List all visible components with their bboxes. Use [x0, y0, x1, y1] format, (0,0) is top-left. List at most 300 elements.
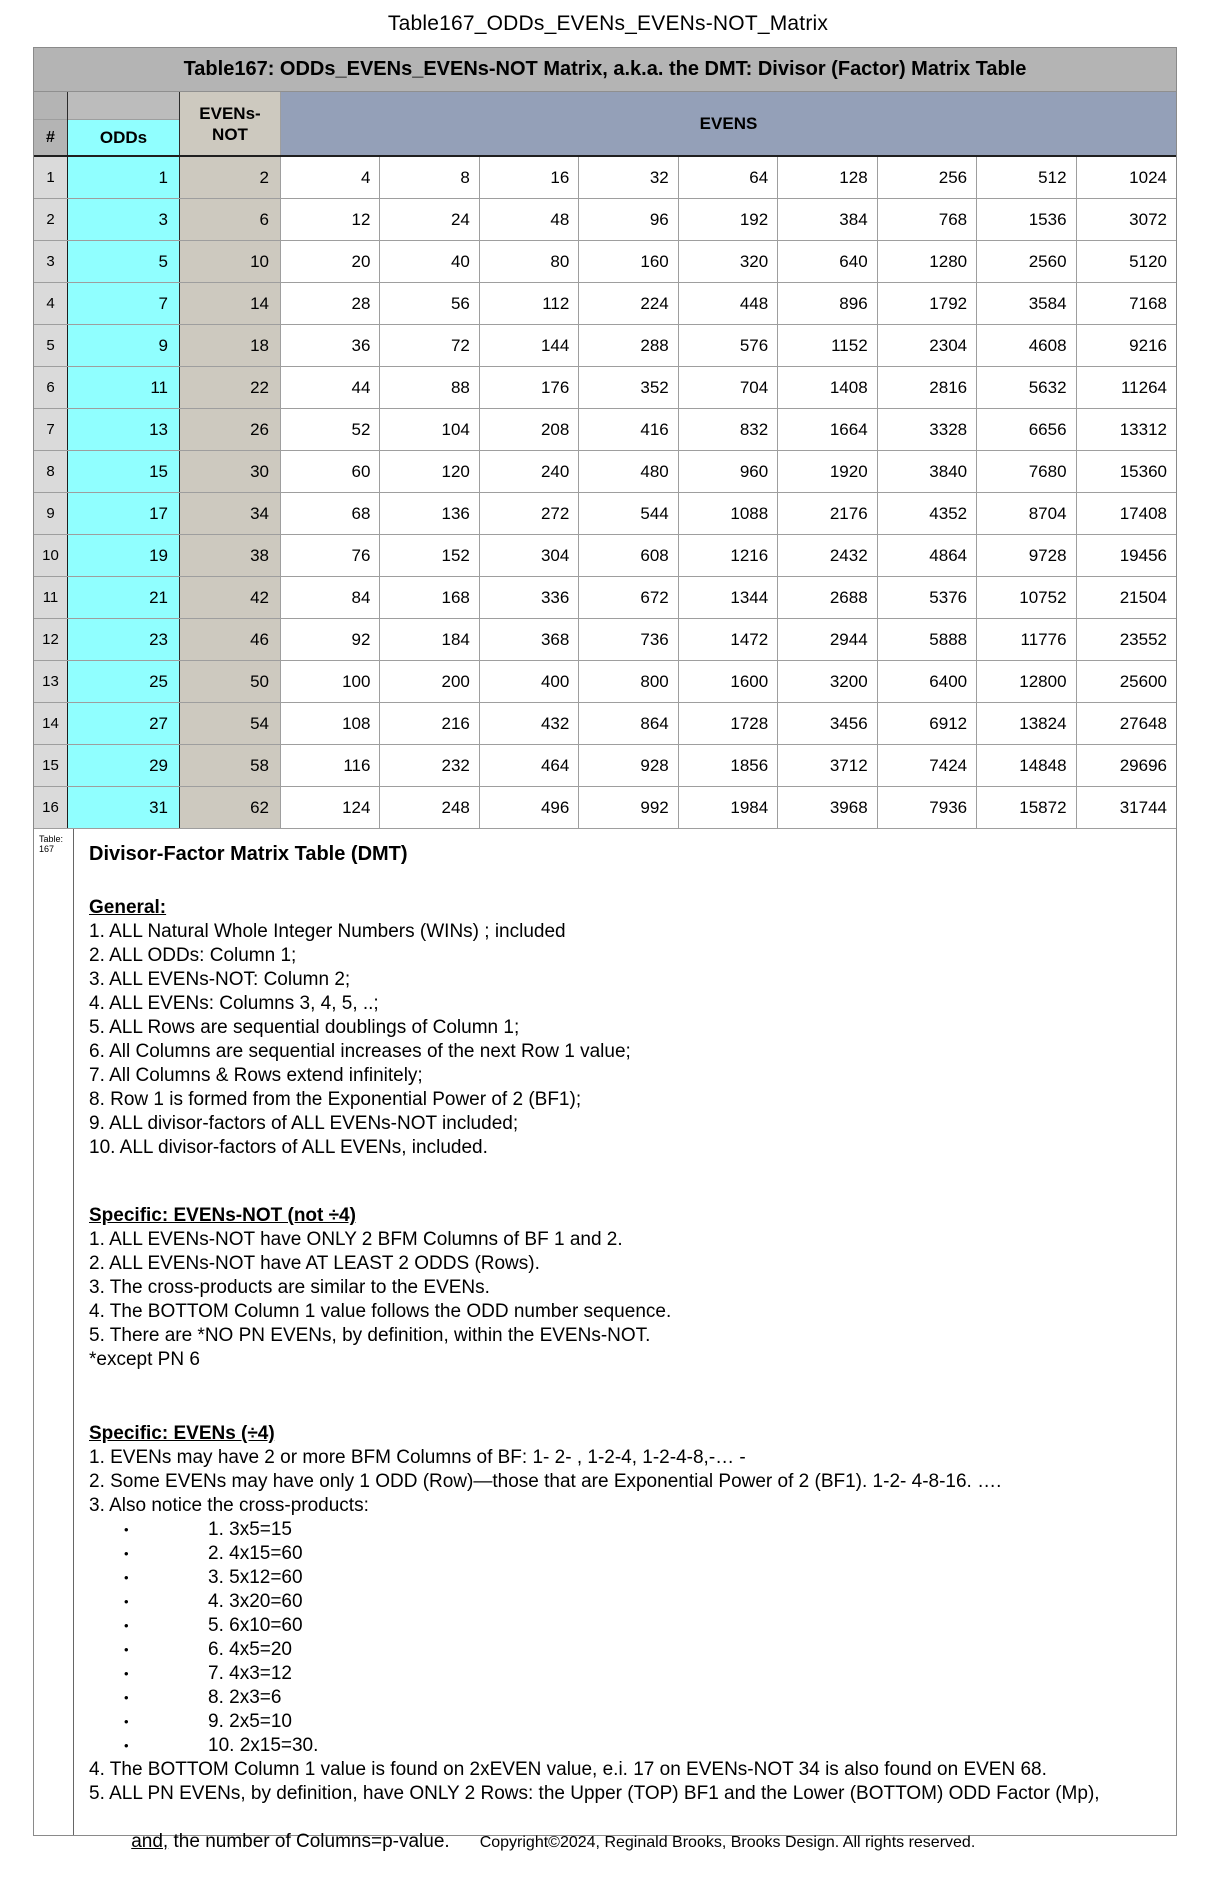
evens-cell: 5632	[977, 367, 1076, 408]
evens-cells	[281, 703, 1176, 744]
evens-cell: 4	[281, 157, 380, 198]
evens-cell: 608	[579, 535, 678, 576]
page-title: Table167_ODDs_EVENs_EVENs-NOT_Matrix	[387, 12, 829, 35]
copyright-text: Copyright©2024, Reginald Brooks, Brooks Design. All rights reserved.	[479, 1834, 976, 1851]
evens-cells	[281, 451, 1176, 492]
row-number-cell: 13	[34, 661, 68, 702]
table-row	[34, 283, 1176, 325]
evens-cell: 480	[579, 451, 678, 492]
row-number-cell: 10	[34, 535, 68, 576]
evens-cell: 124	[281, 787, 380, 828]
evens-cell: 1856	[679, 745, 778, 786]
evens-cell: 1408	[778, 367, 877, 408]
evens-cell: 928	[579, 745, 678, 786]
odds-cell: 25	[68, 661, 180, 702]
row-number-cell: 15	[34, 745, 68, 786]
odds-cell: 31	[68, 787, 180, 828]
cross-product-text: 7. 4x3=12	[208, 1663, 292, 1684]
evens-cell: 208	[480, 409, 579, 450]
evens-cell: 832	[679, 409, 778, 450]
row-number-cell: 3	[34, 241, 68, 282]
evens-cell: 128	[778, 157, 877, 198]
evens-cell: 11264	[1120, 377, 1167, 397]
evens-cell: 2432	[778, 535, 877, 576]
evens-cell: 28	[281, 283, 380, 324]
cross-products-list	[89, 1518, 1154, 1758]
odds-cell: 23	[68, 619, 180, 660]
evens-cell: 12	[281, 199, 380, 240]
odds-cell: 21	[68, 577, 180, 618]
evens-cell: 27648	[1119, 713, 1167, 733]
evens-cell: 72	[380, 325, 479, 366]
cross-product-text: 5. 6x10=60	[208, 1615, 303, 1636]
evens-cell: 544	[579, 493, 678, 534]
evens-cell: 768	[878, 199, 977, 240]
row-number-cell: 16	[34, 787, 68, 828]
evens-cells	[281, 619, 1176, 660]
table-row	[34, 157, 1176, 199]
evens-cell: 320	[679, 241, 778, 282]
evens-cell: 512	[977, 157, 1076, 198]
odds-cell: 13	[68, 409, 180, 450]
note-line: 4. ALL EVENs: Columns 3, 4, 5, ..;	[89, 993, 379, 1014]
final-line	[89, 1806, 1154, 1879]
evens-cells	[281, 535, 1176, 576]
general-items	[89, 920, 1154, 1160]
evens-not-cell: 42	[180, 577, 281, 618]
odds-cell: 15	[68, 451, 180, 492]
table-row	[34, 535, 1176, 577]
evens-cells	[281, 745, 1176, 786]
table-row	[34, 199, 1176, 241]
notes-heading: Divisor-Factor Matrix Table (DMT)	[89, 843, 408, 865]
note-line: 10. ALL divisor-factors of ALL EVENs, included.	[89, 1137, 488, 1158]
bullet-icon: •	[124, 1738, 129, 1753]
evens-cell: 5120	[1129, 251, 1167, 271]
evens-cell: 7680	[977, 451, 1076, 492]
evens-cell: 1792	[878, 283, 977, 324]
note-line: 1. ALL Natural Whole Integer Numbers (WINs) ; included	[89, 921, 566, 942]
evens-cell: 21504	[1119, 587, 1167, 607]
evens-cell: 24	[380, 199, 479, 240]
evens-cell: 88	[380, 367, 479, 408]
cross-product-item	[89, 1542, 1154, 1566]
evens-cell: 736	[579, 619, 678, 660]
evens-cell: 56	[380, 283, 479, 324]
table-row	[34, 703, 1176, 745]
evens-not-cell: 10	[180, 241, 281, 282]
evens-cell: 432	[480, 703, 579, 744]
evens-cell: 3712	[778, 745, 877, 786]
note-line: 7. All Columns & Rows extend infinitely;	[89, 1065, 423, 1086]
cross-product-text: 1. 3x5=15	[208, 1519, 292, 1540]
evens-not-items	[89, 1228, 1154, 1348]
evens-not-section-title: Specific: EVENs-NOT (not ÷4)	[89, 1205, 356, 1226]
final-line-rest: the number of Columns=p-value.	[168, 1831, 450, 1852]
evens-cells	[281, 577, 1176, 618]
note-line: 5. ALL Rows are sequential doublings of Column 1;	[89, 1017, 520, 1038]
table-row	[34, 661, 1176, 703]
evens-cells	[281, 787, 1176, 828]
evens-cell: 4864	[878, 535, 977, 576]
evens-items-after	[89, 1758, 1154, 1806]
table-row	[34, 619, 1176, 661]
evens-cell: 68	[281, 493, 380, 534]
evens-cell: 120	[380, 451, 479, 492]
note-line: 3. The cross-products are similar to the EVENs.	[89, 1277, 490, 1298]
evens-cell: 36	[281, 325, 380, 366]
header-evens-not-line1: EVENs-	[199, 103, 261, 123]
evens-not-cell: 34	[180, 493, 281, 534]
cross-product-text: 3. 5x12=60	[208, 1567, 303, 1588]
evens-cell: 92	[281, 619, 380, 660]
header-odds-label: ODDs	[68, 120, 179, 155]
evens-cell: 368	[480, 619, 579, 660]
table-row	[34, 787, 1176, 829]
evens-cell: 16	[480, 157, 579, 198]
evens-cells	[281, 409, 1176, 450]
evens-cell: 84	[281, 577, 380, 618]
odds-cell: 27	[68, 703, 180, 744]
bullet-icon: •	[124, 1570, 129, 1585]
row-number-cell: 6	[34, 367, 68, 408]
evens-cells	[281, 157, 1176, 198]
evens-cell: 272	[480, 493, 579, 534]
evens-cell: 1024	[1129, 167, 1167, 187]
evens-not-cell: 62	[180, 787, 281, 828]
evens-cell: 3584	[977, 283, 1076, 324]
evens-cell: 1344	[679, 577, 778, 618]
evens-cell: 640	[778, 241, 877, 282]
and-underlined: and,	[131, 1831, 169, 1852]
odds-cell: 19	[68, 535, 180, 576]
evens-cell: 464	[480, 745, 579, 786]
evens-cell: 8704	[977, 493, 1076, 534]
header-evens-label: EVENS	[281, 92, 1176, 155]
evens-not-cell: 46	[180, 619, 281, 660]
evens-cell: 5888	[878, 619, 977, 660]
evens-cell: 152	[380, 535, 479, 576]
table-row	[34, 577, 1176, 619]
table-title: Table167: ODDs_EVENs_EVENs-NOT Matrix, a.k.a. the DMT: Divisor (Factor) Matrix Table	[34, 48, 1176, 92]
evens-cell: 3968	[778, 787, 877, 828]
table-row	[34, 241, 1176, 283]
evens-not-cell: 14	[180, 283, 281, 324]
evens-cell: 9216	[1129, 335, 1167, 355]
evens-cell: 5376	[878, 577, 977, 618]
cross-product-item	[89, 1734, 1154, 1758]
evens-cell: 116	[281, 745, 380, 786]
evens-cell: 12800	[977, 661, 1076, 702]
evens-cells	[281, 199, 1176, 240]
row-number-cell: 4	[34, 283, 68, 324]
notes-row	[34, 829, 1176, 1852]
evens-cell: 48	[480, 199, 579, 240]
evens-cell: 1920	[778, 451, 877, 492]
note-line: 1. ALL EVENs-NOT have ONLY 2 BFM Columns of BF 1 and 2.	[89, 1229, 623, 1250]
evens-items-before	[89, 1446, 1154, 1518]
evens-cell: 108	[281, 703, 380, 744]
table-row	[34, 409, 1176, 451]
evens-cell: 15360	[1119, 461, 1167, 481]
odds-cell: 17	[68, 493, 180, 534]
evens-not-footnote: *except PN 6	[89, 1349, 200, 1370]
table-header-row	[34, 92, 1176, 155]
notes-corner-label	[34, 829, 74, 1835]
cross-product-text: 6. 4x5=20	[208, 1639, 292, 1660]
evens-cell: 80	[480, 241, 579, 282]
evens-cell: 200	[380, 661, 479, 702]
evens-cell: 32	[579, 157, 678, 198]
evens-cell: 1280	[878, 241, 977, 282]
note-line: 1. EVENs may have 2 or more BFM Columns of BF: 1- 2- , 1-2-4, 1-2-4-8,-… -	[89, 1447, 746, 1468]
evens-cell: 288	[579, 325, 678, 366]
evens-cell: 13312	[1119, 419, 1167, 439]
evens-cell: 184	[380, 619, 479, 660]
evens-cell: 2560	[977, 241, 1076, 282]
note-line: 2. ALL ODDs: Column 1;	[89, 945, 297, 966]
evens-cells	[281, 283, 1176, 324]
note-line: 4. The BOTTOM Column 1 value follows the ODD number sequence.	[89, 1301, 672, 1322]
evens-cell: 8	[380, 157, 479, 198]
evens-cell: 352	[579, 367, 678, 408]
row-number-cell: 8	[34, 451, 68, 492]
notes-corner-line1: Table:	[39, 834, 64, 844]
row-number-cell: 12	[34, 619, 68, 660]
evens-cells	[281, 325, 1176, 366]
evens-cell: 14848	[977, 745, 1076, 786]
evens-cell: 216	[380, 703, 479, 744]
evens-cell: 7168	[1129, 293, 1167, 313]
cross-product-item	[89, 1590, 1154, 1614]
header-num-column	[34, 92, 68, 155]
note-line: 4. The BOTTOM Column 1 value is found on 2xEVEN value, e.i. 17 on EVENs-NOT 34 is also found on EVEN 68.	[89, 1759, 1047, 1780]
evens-cell: 3840	[878, 451, 977, 492]
evens-cell: 29696	[1119, 755, 1167, 775]
dmt-table	[33, 47, 1177, 1852]
evens-cell: 6656	[977, 409, 1076, 450]
evens-cell: 76	[281, 535, 380, 576]
evens-cell: 256	[878, 157, 977, 198]
bullet-icon: •	[124, 1690, 129, 1705]
evens-cells	[281, 367, 1176, 408]
evens-cell: 1152	[778, 325, 877, 366]
evens-cell: 704	[679, 367, 778, 408]
bullet-icon: •	[124, 1618, 129, 1633]
evens-cell: 304	[480, 535, 579, 576]
bullet-icon: •	[124, 1666, 129, 1681]
note-line: 9. ALL divisor-factors of ALL EVENs-NOT included;	[89, 1113, 519, 1134]
evens-not-cell: 6	[180, 199, 281, 240]
evens-cell: 336	[480, 577, 579, 618]
bullet-icon: •	[124, 1594, 129, 1609]
evens-cell: 4352	[878, 493, 977, 534]
cross-product-item	[89, 1614, 1154, 1638]
row-number-cell: 5	[34, 325, 68, 366]
evens-cell: 136	[380, 493, 479, 534]
evens-cell: 15872	[977, 787, 1076, 828]
cross-product-item	[89, 1638, 1154, 1662]
cross-product-item	[89, 1566, 1154, 1590]
table-row	[34, 493, 1176, 535]
evens-cell: 7424	[878, 745, 977, 786]
evens-cell: 248	[380, 787, 479, 828]
evens-not-cell: 22	[180, 367, 281, 408]
evens-cell: 3072	[1129, 209, 1167, 229]
cross-product-text: 8. 2x3=6	[208, 1687, 282, 1708]
evens-cell: 416	[579, 409, 678, 450]
header-odds-column	[68, 92, 180, 155]
cross-product-text: 4. 3x20=60	[208, 1591, 303, 1612]
evens-cell: 960	[679, 451, 778, 492]
general-section-title: General:	[89, 897, 167, 918]
bullet-icon: •	[124, 1714, 129, 1729]
evens-not-cell: 30	[180, 451, 281, 492]
odds-cell: 1	[68, 157, 180, 198]
table-row	[34, 451, 1176, 493]
evens-cell: 40	[380, 241, 479, 282]
evens-cell: 2816	[878, 367, 977, 408]
row-number-cell: 1	[34, 157, 68, 198]
note-line: 2. ALL EVENs-NOT have AT LEAST 2 ODDS (Rows).	[89, 1253, 540, 1274]
evens-cell: 160	[579, 241, 678, 282]
evens-cells	[281, 493, 1176, 534]
evens-cell: 1984	[679, 787, 778, 828]
evens-cell: 2304	[878, 325, 977, 366]
evens-cell: 2688	[778, 577, 877, 618]
row-number-cell: 14	[34, 703, 68, 744]
evens-cell: 25600	[1119, 671, 1167, 691]
evens-cell: 13824	[977, 703, 1076, 744]
cross-product-item	[89, 1710, 1154, 1734]
cross-product-item	[89, 1518, 1154, 1542]
evens-cell: 96	[579, 199, 678, 240]
evens-cell: 896	[778, 283, 877, 324]
notes-content	[74, 829, 1176, 1852]
evens-cell: 176	[480, 367, 579, 408]
evens-cell: 992	[579, 787, 678, 828]
evens-cell: 100	[281, 661, 380, 702]
evens-cell: 4608	[977, 325, 1076, 366]
cross-product-text: 10. 2x15=30.	[208, 1735, 319, 1756]
evens-cell: 104	[380, 409, 479, 450]
header-num-label: #	[46, 128, 55, 146]
evens-cell: 7936	[878, 787, 977, 828]
odds-cell: 5	[68, 241, 180, 282]
odds-cell: 11	[68, 367, 180, 408]
evens-cell: 496	[480, 787, 579, 828]
evens-cell: 192	[679, 199, 778, 240]
evens-cell: 2944	[778, 619, 877, 660]
evens-not-cell: 58	[180, 745, 281, 786]
evens-cell: 1664	[778, 409, 877, 450]
evens-cells	[281, 241, 1176, 282]
note-line: 3. Also notice the cross-products:	[89, 1495, 369, 1516]
evens-not-cell: 38	[180, 535, 281, 576]
odds-cell: 7	[68, 283, 180, 324]
evens-cell: 2176	[778, 493, 877, 534]
evens-cell: 576	[679, 325, 778, 366]
note-line: 5. ALL PN EVENs, by definition, have ONLY 2 Rows: the Upper (TOP) BF1 and the Lower (BOTTOM) ODD Factor (Mp),	[89, 1783, 1100, 1804]
note-line: 5. There are *NO PN EVENs, by definition, within the EVENs-NOT.	[89, 1325, 651, 1346]
evens-cell: 9728	[977, 535, 1076, 576]
table-row	[34, 367, 1176, 409]
evens-cell: 144	[480, 325, 579, 366]
row-number-cell: 11	[34, 577, 68, 618]
odds-cell: 3	[68, 199, 180, 240]
header-evens-not-label	[180, 92, 281, 155]
evens-not-cell: 2	[180, 157, 281, 198]
evens-cell: 1600	[679, 661, 778, 702]
note-line: 3. ALL EVENs-NOT: Column 2;	[89, 969, 351, 990]
evens-cell: 10752	[977, 577, 1076, 618]
evens-cell: 800	[579, 661, 678, 702]
evens-cell: 224	[579, 283, 678, 324]
evens-cell: 112	[480, 283, 579, 324]
evens-not-cell: 18	[180, 325, 281, 366]
evens-cell: 3328	[878, 409, 977, 450]
odds-cell: 9	[68, 325, 180, 366]
evens-cell: 1216	[679, 535, 778, 576]
evens-not-cell: 50	[180, 661, 281, 702]
evens-cell: 1536	[977, 199, 1076, 240]
evens-cell: 23552	[1119, 629, 1167, 649]
evens-cell: 400	[480, 661, 579, 702]
evens-cell: 1728	[679, 703, 778, 744]
row-number-cell: 9	[34, 493, 68, 534]
evens-cell: 20	[281, 241, 380, 282]
evens-cell: 448	[679, 283, 778, 324]
evens-cell: 384	[778, 199, 877, 240]
evens-cell: 11776	[977, 619, 1076, 660]
header-odds-spacer	[68, 92, 179, 120]
evens-cell: 64	[679, 157, 778, 198]
evens-cell: 1088	[679, 493, 778, 534]
cross-product-text: 2. 4x15=60	[208, 1543, 303, 1564]
bullet-icon: •	[124, 1546, 129, 1561]
table-row	[34, 745, 1176, 787]
bullet-icon: •	[124, 1522, 129, 1537]
evens-not-cell: 54	[180, 703, 281, 744]
note-line: 2. Some EVENs may have only 1 ODD (Row)—those that are Exponential Power of 2 (BF1). 1-2- 4-8-16. ….	[89, 1471, 1002, 1492]
note-line: 6. All Columns are sequential increases of the next Row 1 value;	[89, 1041, 631, 1062]
table-row	[34, 325, 1176, 367]
cross-product-item	[89, 1686, 1154, 1710]
cross-product-text: 9. 2x5=10	[208, 1711, 292, 1732]
note-line: 8. Row 1 is formed from the Exponential Power of 2 (BF1);	[89, 1089, 582, 1110]
header-evens-not-line2: NOT	[212, 124, 248, 144]
odds-cell: 29	[68, 745, 180, 786]
evens-cell: 672	[579, 577, 678, 618]
evens-cell: 1472	[679, 619, 778, 660]
table-body	[34, 155, 1176, 829]
evens-cell: 6400	[878, 661, 977, 702]
header-num-spacer	[34, 92, 67, 120]
evens-section-title: Specific: EVENs (÷4)	[89, 1423, 275, 1444]
evens-cell: 168	[380, 577, 479, 618]
row-number-cell: 2	[34, 199, 68, 240]
evens-cell: 232	[380, 745, 479, 786]
evens-not-cell: 26	[180, 409, 281, 450]
evens-cell: 31744	[1119, 797, 1167, 817]
evens-cell: 60	[281, 451, 380, 492]
evens-cell: 3200	[778, 661, 877, 702]
evens-cell: 17408	[1119, 503, 1167, 523]
cross-product-item	[89, 1662, 1154, 1686]
evens-cells	[281, 661, 1176, 702]
evens-cell: 52	[281, 409, 380, 450]
evens-cell: 3456	[778, 703, 877, 744]
